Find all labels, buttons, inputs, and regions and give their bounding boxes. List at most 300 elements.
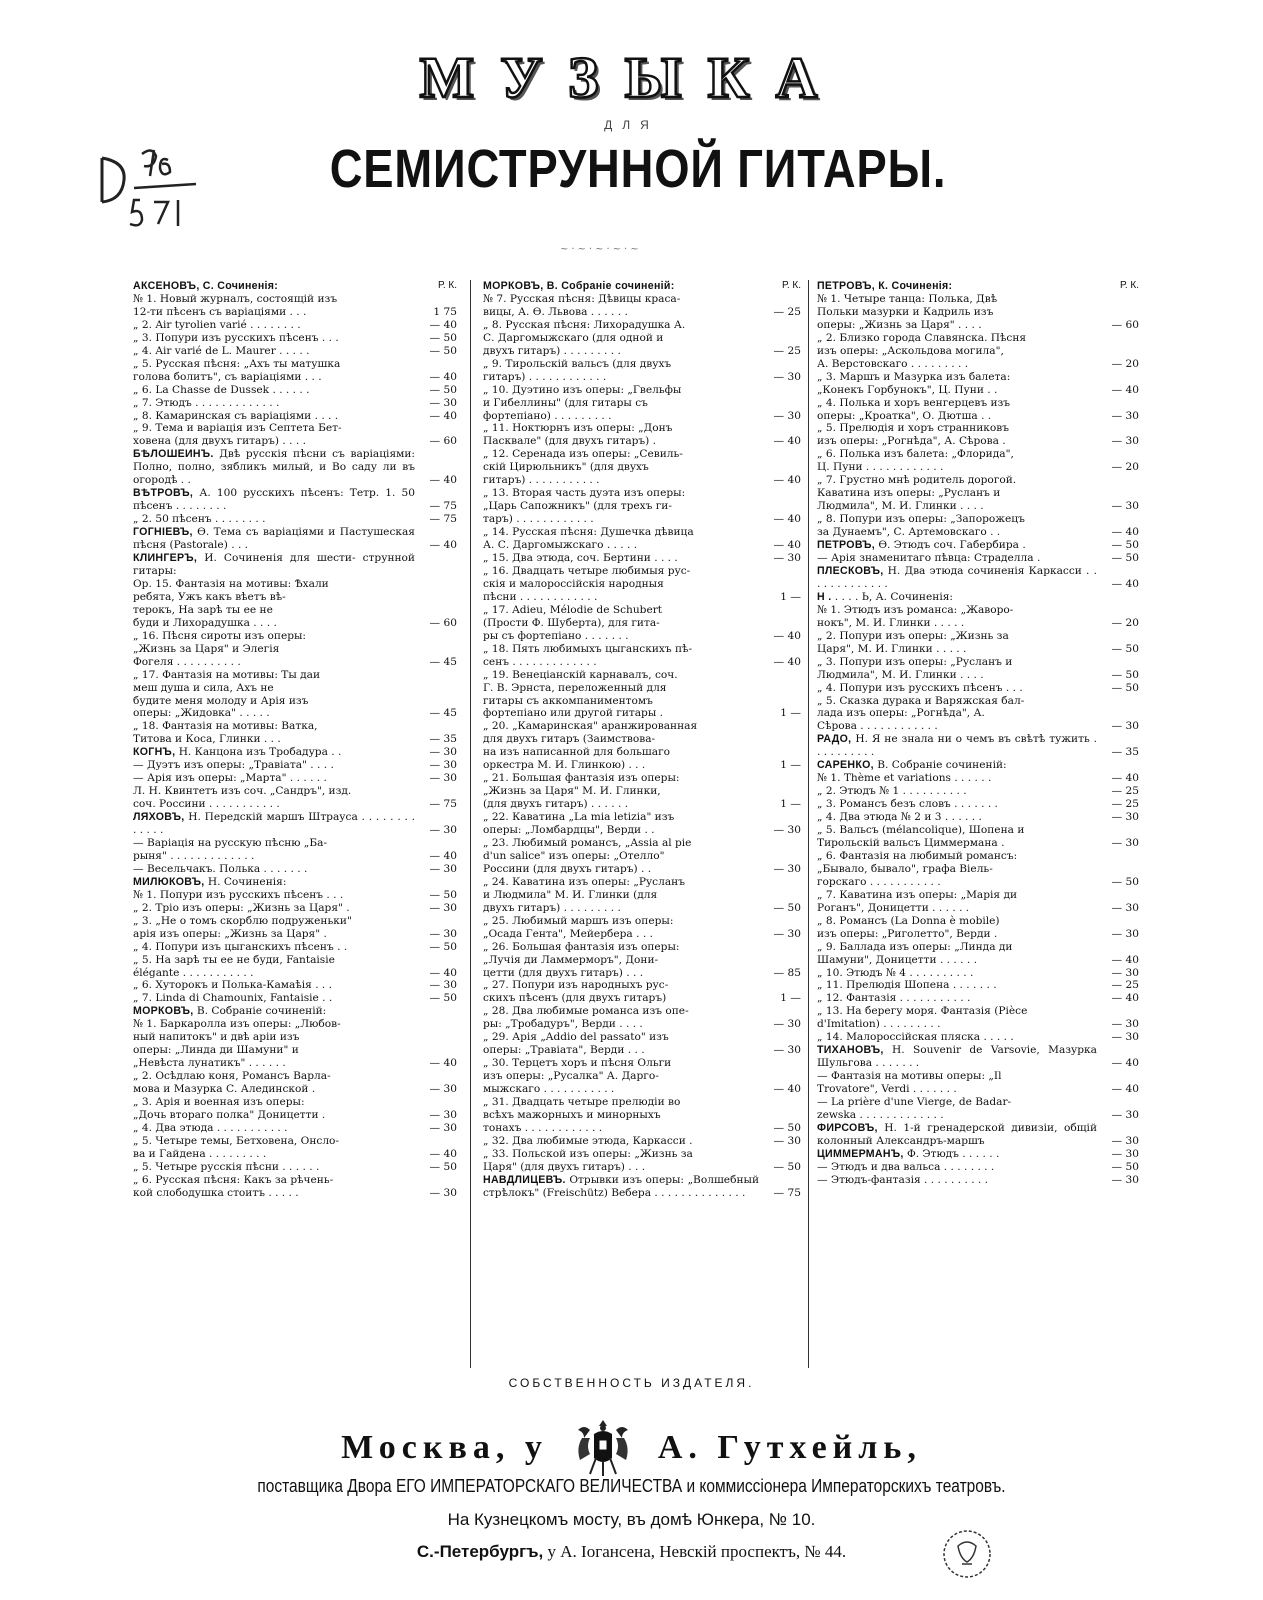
catalog-entry xyxy=(483,979,801,1005)
catalog-entry xyxy=(133,578,457,630)
catalog-entry xyxy=(817,682,1139,695)
author-name: ЛЯХОВЪ, xyxy=(133,811,185,824)
catalog-entry xyxy=(133,358,457,384)
entry-title: „ 2. Осѣдлаю коня, Романсъ Варла- мова и Мазурка С. Алединской . xyxy=(133,1070,331,1096)
entry-price: — 40 xyxy=(1111,577,1139,590)
entry-title: ТИХАНОВЪ, Н. Souvenir de Varsovie, Мазурка Шульгова . . . . . . . xyxy=(817,1044,1097,1070)
catalog-author-entry xyxy=(133,448,457,487)
entry-title: „ 8. Попури изъ оперы: „Запорожецъ за Дунаемъ", С. Артемовскаго . . xyxy=(817,513,1025,539)
entry-title: „ 7. Грустно мнѣ родитель дорогой. Каватина изъ оперы: „Русланъ и Людмила", М. И. Глинки . . . . xyxy=(817,474,1017,513)
catalog-entry xyxy=(133,1161,457,1174)
author-name: ЦИММЕРМАНЪ, xyxy=(817,1147,904,1160)
entry-price: — 20 xyxy=(1111,461,1139,474)
entry-price: — 50 xyxy=(1111,539,1139,552)
catalog-entry xyxy=(133,759,457,772)
catalog-entry xyxy=(817,371,1139,397)
entry-price: — 50 xyxy=(773,901,801,914)
entry-price: — 30 xyxy=(1111,966,1139,979)
catalog-author-entry xyxy=(133,746,457,759)
catalog-entry xyxy=(133,863,457,876)
entry-price: — 40 xyxy=(773,435,801,448)
author-name: БѢЛОШЕИНЪ. xyxy=(133,448,214,461)
entry-price: — 30 xyxy=(1111,1173,1139,1186)
entry-price: — 30 xyxy=(429,1109,457,1121)
entry-title: „ 5. Сказка дурака и Варяжская бал- лада изъ оперы: „Рогнѣда", А. Сѣрова . . . . . . . . . . . . xyxy=(817,694,1025,733)
entry-title: „ 12. Серенада изъ оперы: „Севиль- скій Цирюльникъ" (для двухъ гитаръ) . . . . . . . . . . . xyxy=(483,448,683,487)
entry-price: — 30 xyxy=(1111,720,1139,733)
entry-price: — 30 xyxy=(773,409,801,422)
catalog-entry xyxy=(483,643,801,669)
author-name: ФИРСОВЪ, xyxy=(817,1121,878,1134)
entry-price: — 30 xyxy=(1111,1147,1139,1160)
catalog-author-entry xyxy=(133,876,457,889)
column-divider xyxy=(470,280,471,1368)
entry-title: ВѢТРОВЪ, А. 100 русскихъ пѣсенъ: Тетр. 1. 50 пѣсенъ . . . . . . . . xyxy=(133,487,415,513)
author-name: ПЛЕСКОВЪ, xyxy=(817,564,884,577)
entry-price: — 30 xyxy=(429,1121,457,1134)
entry-price: — 25 xyxy=(773,305,801,318)
column-header xyxy=(483,280,801,293)
double-headed-eagle-icon xyxy=(572,1414,634,1482)
entry-title: „ 12. Фантазія . . . . . . . . . . . xyxy=(817,992,971,1005)
entry-price: — 75 xyxy=(429,798,457,811)
title-dlya: ДЛЯ xyxy=(604,118,659,132)
catalog-entry xyxy=(133,1135,457,1161)
entry-price: — 75 xyxy=(429,513,457,526)
entry-price: — 40 xyxy=(429,318,457,331)
entry-price: — 30 xyxy=(1111,901,1139,914)
catalog-entry xyxy=(483,915,801,941)
entry-title: „ 9. Тема и варіація изъ Септета Бет- ховена (для двухъ гитаръ) . . . . xyxy=(133,422,342,448)
entry-price: — 40 xyxy=(1111,992,1139,1005)
entry-price: — 30 xyxy=(773,370,801,383)
author-name: САРЕНКО, xyxy=(817,759,874,772)
entry-title: № 1. Thème et variations . . . . . . xyxy=(817,772,992,785)
entry-price: — 45 xyxy=(429,707,457,720)
entry-price: — 50 xyxy=(429,888,457,901)
entry-title: № 1. Попури изъ русскихъ пѣсенъ . . . xyxy=(133,888,344,901)
catalog-author-entry xyxy=(817,539,1139,552)
entry-title: „ 8. Романсъ (La Donna è mobile) изъ оперы: „Риголетто", Верди . xyxy=(817,914,1000,940)
catalog-entry xyxy=(483,604,801,643)
author-name: КОГНЪ, xyxy=(133,746,176,759)
entry-price: — 30 xyxy=(1111,836,1139,849)
catalog-author-entry xyxy=(133,811,457,837)
entry-title: „ 2. Air tyrolien varié . . . . . . . . xyxy=(133,318,301,331)
entry-title: „ 5. Четыре русскія пѣсни . . . . . . xyxy=(133,1160,320,1173)
entry-title: № 7. Русская пѣсня: Дѣвицы краса- вицы, А. Ѳ. Львова . . . . . . xyxy=(483,292,681,318)
entry-price: — 40 xyxy=(429,474,457,487)
entry-price: — 60 xyxy=(429,435,457,448)
catalog-entry xyxy=(483,384,801,423)
entry-title: „ 5. На зарѣ ты ее не буди, Fantaisie élégante . . . . . . . . . . . xyxy=(133,953,335,979)
entry-price: — 30 xyxy=(429,759,457,772)
catalog-entry xyxy=(133,720,457,746)
entry-title: „ 25. Любимый маршъ изъ оперы: „Осада Гента", Мейербера . . . xyxy=(483,914,674,940)
catalog-entry xyxy=(133,772,457,785)
catalog-entry xyxy=(817,798,1139,811)
entry-price: — 30 xyxy=(429,746,457,759)
entry-title: „ 6. La Chasse de Dussek . . . . . . xyxy=(133,383,310,396)
entry-title: „ 28. Два любимые романса изъ опе- ры: „Тробадуръ", Верди . . . . xyxy=(483,1005,689,1031)
entry-price: — 30 xyxy=(773,927,801,940)
catalog-entry xyxy=(133,979,457,992)
entry-price: — 30 xyxy=(1111,1109,1139,1121)
catalog-entry xyxy=(817,1096,1139,1122)
catalog-entry xyxy=(483,811,801,837)
catalog-entry xyxy=(483,552,801,565)
entry-title: „ 5. Русская пѣсня: „Ахъ ты матушка голова болитъ", съ варіаціями . . . xyxy=(133,357,341,383)
entry-title: „ 9. Баллада изъ оперы: „Линда ди Шамуни", Доницетти . . . . . . xyxy=(817,940,1013,966)
catalog-author-entry xyxy=(817,1148,1139,1161)
entry-title: „ 3. Арія и военная изъ оперы: „Дочь втораго полка" Доницетти . xyxy=(133,1096,326,1121)
entry-price: — 20 xyxy=(1111,357,1139,370)
entry-title: „ 3. Романсъ безъ словъ . . . . . . . xyxy=(817,798,998,811)
entry-title: „ 4. Попури изъ русскихъ пѣсенъ . . . xyxy=(817,681,1023,694)
entry-title: „ 8. Русская пѣсня: Лихорадушка А. С. Даргомыжскаго (для одной и двухъ гитаръ) . . . . . . . . . xyxy=(483,318,686,357)
entry-price: — 30 xyxy=(1111,1018,1139,1031)
entry-price: — 30 xyxy=(429,901,457,914)
author-name: РАДО, xyxy=(817,733,852,746)
catalog-entry xyxy=(817,915,1139,941)
column-header-title: АКСЕНОВЪ, С. Сочиненія: xyxy=(133,280,279,292)
entry-title: „ 16. Пѣсня сироты изъ оперы: „Жизнь за Царя" и Элегія Фогеля . . . . . . . . . . xyxy=(133,629,306,668)
entry-price: — 50 xyxy=(429,331,457,344)
entry-price: — 30 xyxy=(429,862,457,875)
catalog-entry xyxy=(483,487,801,526)
entry-title: „ 18. Фантазія на мотивы: Ватка, Титова и Коса, Глинки . . . xyxy=(133,720,318,746)
entry-price: — 30 xyxy=(429,772,457,785)
catalog-author-entry xyxy=(133,487,457,513)
catalog-entry xyxy=(817,850,1139,889)
entry-price: — 30 xyxy=(429,1083,457,1096)
entry-title: „ 13. Вторая часть дуэта изъ оперы: „Царь Сапожникъ" (для трехъ ги- таръ) . . . . . . . . . . . . xyxy=(483,487,686,526)
entry-price: — 40 xyxy=(1111,383,1139,396)
entry-price: — 50 xyxy=(1111,668,1139,681)
entry-title: — Варіація на русскую пѣсню „Ба- рыня" . . . . . . . . . . . . . xyxy=(133,836,328,862)
entry-title: „ 30. Терцетъ хоръ и пѣсня Ольги изъ оперы: „Русалка" А. Даргo- мыжскаго . . . . . . . . . . . xyxy=(483,1057,672,1096)
entry-title: — Арія знаменитаго пѣвца: Страделла . xyxy=(817,552,1041,565)
page-subtitle: СЕМИСТРУННОЙ ГИТАРЫ. xyxy=(329,139,947,199)
entry-title: НАВДЛИЦЕВЪ. Отрывки изъ оперы: „Волшебный стрѣлокъ" (Freischütz) Вебера . . . . . . . . . . . . . . xyxy=(483,1173,759,1199)
catalog-entry xyxy=(817,293,1139,332)
author-name: Н . xyxy=(817,590,832,603)
catalog-entry xyxy=(817,941,1139,967)
entry-price: — 30 xyxy=(429,927,457,940)
catalog-entry xyxy=(817,772,1139,785)
catalog-entry xyxy=(133,1070,457,1096)
column-header-currency: Р. К. xyxy=(782,280,801,291)
entry-title: — Этюдъ-фантазія . . . . . . . . . . xyxy=(817,1173,989,1186)
catalog-entry xyxy=(483,669,801,721)
catalog-entry xyxy=(817,695,1139,734)
entry-price: 1 — xyxy=(780,759,801,772)
entry-price: — 50 xyxy=(429,1160,457,1173)
entry-price: — 30 xyxy=(773,1134,801,1147)
entry-price: — 30 xyxy=(429,1186,457,1199)
entry-title: „ 7. Каватина изъ оперы: „Марія ди Роганъ", Доницетти . . . . . . xyxy=(817,888,1018,914)
catalog-entry xyxy=(133,837,457,863)
entry-title: КЛИНГЕРЪ, И. Сочиненія для шести- струнной гитары: xyxy=(133,552,415,577)
catalog-entry xyxy=(133,345,457,358)
entry-price: — 25 xyxy=(773,344,801,357)
entry-price: — 40 xyxy=(429,966,457,979)
catalog-entry xyxy=(133,889,457,902)
catalog-entry xyxy=(483,1005,801,1031)
column-header-currency: Р. К. xyxy=(1120,280,1139,291)
entry-title: „ 29. Арія „Addio del passato" изъ оперы: „Травіата", Верди . . . xyxy=(483,1031,669,1057)
entry-title: № 1. Четыре танца: Полька, Двѣ Польки мазурки и Кадриль изъ оперы: „Жизнь за Царя" . . . . xyxy=(817,292,998,331)
entry-price: — 50 xyxy=(773,1121,801,1134)
entry-price: 1 75 xyxy=(433,305,457,318)
entry-title: „ 19. Венеціанскій карнавалъ, соч. Г. В. Эрнста, переложенный для гитары съ аккомпаниментомъ фортепіано или другой гитары . xyxy=(483,668,678,720)
catalog-entry xyxy=(133,1018,457,1070)
catalog-entry xyxy=(133,1096,457,1122)
entry-price: — 85 xyxy=(773,966,801,979)
catalog-entry xyxy=(817,513,1139,539)
entry-price: — 50 xyxy=(429,940,457,953)
author-name: МОРКОВЪ, xyxy=(133,1005,194,1018)
entry-title: — Дуэтъ изъ оперы: „Травіата" . . . . xyxy=(133,759,334,772)
catalog-author-entry xyxy=(133,552,457,578)
entry-title: „ 14. Малороссійская пляска . . . . . xyxy=(817,1031,1014,1044)
author-name: ГОГНІЕВЪ, xyxy=(133,526,193,539)
catalog-entry xyxy=(483,422,801,448)
entry-price: — 50 xyxy=(1111,875,1139,888)
publisher-property-notice: СОБСТВЕННОСТЬ ИЗДАТЕЛЯ. xyxy=(508,1376,755,1390)
entry-title: „ 4. Air varié de L. Maurer . . . . . xyxy=(133,344,310,357)
entry-price: — 25 xyxy=(1111,979,1139,992)
catalog-entry xyxy=(133,319,457,332)
entry-price: — 30 xyxy=(1111,500,1139,513)
catalog-author-entry xyxy=(817,733,1139,759)
catalog-author-entry xyxy=(133,526,457,552)
catalog-entry xyxy=(817,979,1139,992)
catalog-entry xyxy=(817,630,1139,656)
author-name: НАВДЛИЦЕВЪ. xyxy=(483,1173,566,1186)
entry-title: „ 17. Adieu, Mélodie de Schubert (Прости Ф. Шуберта), для гита- ры съ фортепіано . . . . . . . xyxy=(483,603,663,642)
catalog-entry xyxy=(133,954,457,980)
entry-title: „ 18. Пять любимыхъ цыганскихъ пѣ- сенъ . . . . . . . . . . . . . xyxy=(483,642,693,668)
entry-title: „ 2. 50 пѣсенъ . . . . . . . . xyxy=(133,513,266,526)
catalog-column-1 xyxy=(133,280,457,1200)
column-header-currency: Р. К. xyxy=(438,280,457,291)
library-seal xyxy=(940,1528,994,1580)
entry-title: „ 21. Большая фантазія изъ оперы: „Жизнь за Царя" М. И. Глинки, (для двухъ гитаръ) . . . . . . xyxy=(483,772,680,811)
entry-price: — 40 xyxy=(429,539,457,552)
column-header-title: МОРКОВЪ, В. Собраніе сочиненій: xyxy=(483,280,675,292)
entry-title: „ 9. Тирольскій вальсъ (для двухъ гитаръ) . . . . . . . . . . . . xyxy=(483,357,672,383)
catalog-entry xyxy=(133,513,457,526)
column-header xyxy=(133,280,457,293)
entry-title: № 1. Новый журналъ, состоящій изъ 12-ти пѣсенъ съ варіаціями . . . xyxy=(133,292,338,318)
entry-title: „ 5. Прелюдія и хоръ странниковъ изъ оперы: „Рогнѣда", А. Сѣрова . xyxy=(817,422,1009,448)
publisher-supplier-line: поставщика Двора ЕГО ИМПЕРАТОРСКАГО ВЕЛИЧЕСТВА и коммиссіонера Императорскихъ театровъ. xyxy=(257,1476,1006,1496)
catalog-entry xyxy=(483,358,801,384)
entry-price: 1 — xyxy=(780,798,801,811)
entry-title: „ 5. Вальсъ (mélancolique), Шопена и Тирольскій вальсъ Циммермана . xyxy=(817,824,1025,849)
entry-price: — 50 xyxy=(429,992,457,1005)
catalog-entry xyxy=(817,967,1139,980)
catalog-entry xyxy=(817,811,1139,824)
entry-title: МОРКОВЪ, В. Собраніе сочиненій: xyxy=(133,1005,327,1018)
entry-title: „ 3. Попури изъ русскихъ пѣсенъ . . . xyxy=(133,331,339,344)
catalog-entry xyxy=(817,552,1139,565)
catalog-entry xyxy=(817,422,1139,448)
entry-title: Н . . . . . Ь, А. Сочиненія: xyxy=(817,590,953,603)
entry-title: „ 15. Два этюда, соч. Бертини . . . . xyxy=(483,552,678,565)
entry-price: — 30 xyxy=(773,1018,801,1031)
entry-price: — 30 xyxy=(1111,1134,1139,1147)
catalog-entry xyxy=(817,1174,1139,1187)
entry-title: РАДО, Н. Я не знала ни о чемъ въ свѣтѣ тужить . . . . . . . . . . xyxy=(817,733,1097,759)
entry-title: „ 10. Этюдъ № 4 . . . . . . . . . . xyxy=(817,966,974,979)
entry-title: „ 5. Четыре темы, Бетховена, Онсло- ва и Гайдена . . . . . . . . . xyxy=(133,1134,340,1160)
entry-title: — Этюдъ и два вальса . . . . . . . . xyxy=(817,1160,995,1173)
entry-price: — 40 xyxy=(429,370,457,383)
column-header-title: ПЕТРОВЪ, К. Сочиненія: xyxy=(817,280,953,292)
entry-title: — Фантазія на мотивы оперы: „Il Trovatore", Verdi . . . . . . . xyxy=(817,1070,1002,1096)
catalog-entry xyxy=(817,656,1139,682)
entry-price: — 40 xyxy=(773,474,801,487)
catalog-entry xyxy=(817,1070,1139,1096)
entry-title: „ 6. Русская пѣсня: Какъ за рѣчень- кой слободушка стоитъ . . . . . xyxy=(133,1173,334,1199)
entry-price: — 30 xyxy=(1111,435,1139,448)
author-name: ВѢТРОВЪ, xyxy=(133,487,194,500)
entry-price: — 30 xyxy=(429,396,457,409)
catalog-entry xyxy=(817,1031,1139,1044)
entry-title: „ 17. Фантазія на мотивы: Ты даи меш душа и сила, Ахъ не будите меня молоду и Арія изъ оперы: „Жидовка" . . . . . xyxy=(133,668,321,720)
catalog-entry xyxy=(483,293,801,319)
catalog-entry xyxy=(483,1031,801,1057)
entry-price: — 50 xyxy=(773,1160,801,1173)
entry-price: — 45 xyxy=(429,655,457,668)
title-ornament: ~·~·~·~·~ xyxy=(560,244,642,255)
catalog-entry xyxy=(483,1057,801,1096)
entry-price: — 30 xyxy=(773,824,801,837)
entry-price: — 50 xyxy=(429,344,457,357)
entry-title: „ 31. Двадцать четыре прелюдіи во всѣхъ мажорныхъ и минорныхъ тонахъ . . . . . . . . . . . . xyxy=(483,1096,681,1134)
catalog-entry xyxy=(817,1005,1139,1031)
entry-title: „ 7. Linda di Chamounix, Fantaisie . . xyxy=(133,992,333,1005)
entry-title: ФИРСОВЪ, Н. 1-й гренадерской дивизіи, общій колонный Александръ-маршъ xyxy=(817,1121,1097,1147)
catalog-entry xyxy=(817,474,1139,513)
catalog-column-3 xyxy=(817,280,1139,1187)
catalog-entry xyxy=(133,941,457,954)
entry-price: — 20 xyxy=(1111,616,1139,629)
entry-title: „ 32. Два любимые этюда, Каркасси . xyxy=(483,1134,693,1147)
entry-price: — 30 xyxy=(1111,409,1139,422)
entry-title: ЛЯХОВЪ, Н. Передскій маршъ Штрауса . . . . . . . . . . . . . xyxy=(133,811,415,837)
catalog-entry xyxy=(483,941,801,980)
entry-title: „ 13. На берегу моря. Фантазія (Pièce d'Imitation) . . . . . . . . . xyxy=(817,1005,1028,1031)
entry-title: „ 10. Дуэтино изъ оперы: „Гвельфы и Гибеллины" (для гитары съ фортепіано) . . . . . . . . . xyxy=(483,383,682,422)
catalog-entry xyxy=(483,772,801,811)
entry-price: — 40 xyxy=(1111,953,1139,966)
catalog-entry xyxy=(483,876,801,915)
library-stamp-handwritten xyxy=(92,140,212,250)
catalog-entry xyxy=(483,1096,801,1135)
entry-title: ЦИММЕРМАНЪ, Ф. Этюдъ . . . . . . xyxy=(817,1147,1000,1160)
entry-price: — 40 xyxy=(773,1083,801,1096)
catalog-entry xyxy=(133,293,457,319)
page-title: МУЗЫКА xyxy=(419,45,844,110)
entry-price: — 30 xyxy=(1111,927,1139,940)
entry-price: — 30 xyxy=(773,862,801,875)
spb-city: С.-Петербургъ, xyxy=(416,1542,544,1561)
entry-price: — 30 xyxy=(773,1044,801,1057)
catalog-entry xyxy=(133,422,457,448)
entry-title: „ 8. Камаринская съ варіаціями . . . . xyxy=(133,409,339,422)
entry-title: „ 2. Близко города Славянска. Пѣсня изъ оперы: „Аскольдова могила", А. Верстовскаго . . . . . . . . . xyxy=(817,331,1027,370)
catalog-entry xyxy=(817,889,1139,915)
entry-price: — 30 xyxy=(429,824,457,837)
entry-title: Op. 15. Фантазія на мотивы: Ѣхали ребята, Ужъ какъ вѣетъ вѣ- терокъ, На зарѣ ты ее не буди и Лихорадушка . . . . xyxy=(133,577,329,629)
entry-price: — 35 xyxy=(1111,746,1139,759)
entry-title: „ 4. Два этюда . . . . . . . . . . . xyxy=(133,1121,288,1134)
entry-title: „ 2. Этюдъ № 1 . . . . . . . . . . xyxy=(817,785,967,798)
catalog-entry xyxy=(817,397,1139,423)
catalog-entry xyxy=(133,332,457,345)
entry-title: „ 26. Большая фантазія изъ оперы: „Лучія ди Ламмерморъ", Дони- цетти (для двухъ гитаръ) . . . xyxy=(483,940,680,979)
publisher-line xyxy=(0,1414,1263,1482)
entry-title: „ 4. Полька и хоръ венгерцевъ изъ оперы: „Кроатка", О. Дютша . . xyxy=(817,396,1011,422)
publisher-city: Москва, у xyxy=(341,1429,548,1466)
publisher-address: На Кузнецкомъ мосту, въ домѣ Юнкера, № 10. xyxy=(447,1510,816,1529)
entry-title: КОГНЪ, Н. Канцона изъ Тробадура . . xyxy=(133,746,342,759)
entry-price: — 50 xyxy=(1111,552,1139,565)
column-header xyxy=(817,280,1139,293)
entry-price: — 60 xyxy=(429,616,457,629)
entry-price: — 40 xyxy=(773,655,801,668)
catalog-entry xyxy=(133,992,457,1005)
catalog-entry xyxy=(817,604,1139,630)
entry-price: — 30 xyxy=(429,979,457,992)
catalog-entry xyxy=(483,837,801,876)
catalog-entry xyxy=(817,824,1139,850)
entry-title: „ 6. Полька изъ балета: „Флорида", Ц. Пуни . . . . . . . . . . . . xyxy=(817,448,1014,474)
catalog-author-entry xyxy=(817,591,1139,604)
entry-title: „ 6. Фантазія на любимый романсъ: „Бывало, бывало", графа Віель- горскаго . . . . . . . . . . . xyxy=(817,849,1018,888)
catalog-entry xyxy=(817,332,1139,371)
spb-agent: у А. Іогансена, Невскій проспектъ, № 44. xyxy=(547,1542,847,1561)
entry-title: САРЕНКО, В. Собраніе сочиненій: xyxy=(817,759,1007,772)
catalog-entry xyxy=(483,1135,801,1148)
entry-title: — Весельчакъ. Полька . . . . . . . xyxy=(133,862,308,875)
entry-price: — 40 xyxy=(773,539,801,552)
publisher-name: А. Гутхейль, xyxy=(657,1429,922,1466)
entry-price: — 40 xyxy=(429,1147,457,1160)
entry-title: — La prière d'une Vierge, de Badar- zewska . . . . . . . . . . . . . xyxy=(817,1096,1012,1121)
entry-price: — 30 xyxy=(1111,1031,1139,1044)
entry-price: — 75 xyxy=(773,1186,801,1199)
entry-title: „ 2. Попури изъ оперы: „Жизнь за Царя", М. И. Глинки . . . . . xyxy=(817,629,1009,655)
entry-price: — 25 xyxy=(1111,785,1139,798)
catalog-entry xyxy=(133,630,457,669)
spb-agent-line xyxy=(0,1542,1263,1562)
entry-price: — 40 xyxy=(429,849,457,862)
entry-title: „ 22. Каватина „La mia letizia" изъ оперы: „Ломбардцы", Верди . . xyxy=(483,811,675,837)
entry-price: — 60 xyxy=(1111,318,1139,331)
entry-price: — 25 xyxy=(1111,798,1139,811)
author-name: КЛИНГЕРЪ, xyxy=(133,552,198,565)
catalog-entry xyxy=(483,1148,801,1174)
catalog-entry xyxy=(133,1122,457,1135)
entry-title: БѢЛОШЕИНЪ. Двѣ русскія пѣсни съ варіаціями: Полно, полно, зябликъ милый, и Во саду ли въ огородѣ . . xyxy=(133,448,415,487)
catalog-entry xyxy=(133,915,457,941)
entry-price: — 40 xyxy=(773,513,801,526)
catalog-entry xyxy=(817,1161,1139,1174)
